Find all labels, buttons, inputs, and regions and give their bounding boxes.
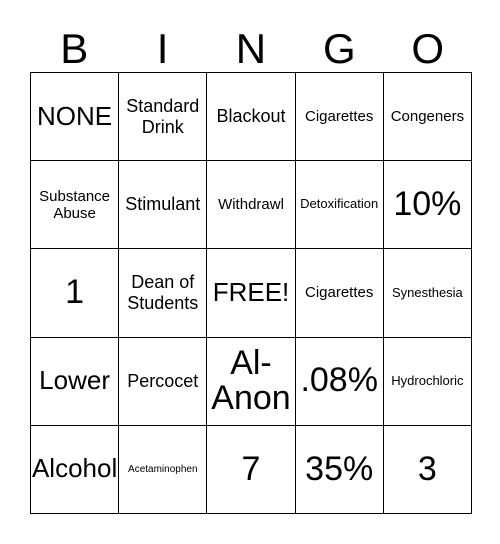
- header-letter-o: O: [411, 25, 445, 72]
- bingo-cell-r5-c4: 35%: [296, 426, 384, 514]
- bingo-cell-r2-c3: Withdrawl: [207, 161, 295, 249]
- bingo-cell-r1-c5: Congeners: [384, 73, 472, 161]
- bingo-header: [30, 26, 472, 72]
- bingo-cell-r2-c5: 10%: [384, 161, 472, 249]
- bingo-cell-r4-c5: Hydrochloric: [384, 338, 472, 426]
- bingo-cell-r5-c3: 7: [207, 426, 295, 514]
- bingo-cell-r3-c3: FREE!: [207, 249, 295, 337]
- header-letter-i: I: [156, 25, 169, 72]
- bingo-cell-r3-c5: Synesthesia: [384, 249, 472, 337]
- bingo-cell-r3-c2: Dean of Students: [119, 249, 207, 337]
- bingo-cell-r1-c2: Standard Drink: [119, 73, 207, 161]
- header-letter-g: G: [323, 25, 356, 72]
- bingo-cell-r5-c1: Alcohol: [31, 426, 119, 514]
- bingo-cell-r3-c4: Cigarettes: [296, 249, 384, 337]
- bingo-cell-r5-c5: 3: [384, 426, 472, 514]
- header-letter-b: B: [60, 25, 89, 72]
- bingo-cell-r5-c2: Acetaminophen: [119, 426, 207, 514]
- bingo-cell-r4-c1: Lower: [31, 338, 119, 426]
- bingo-cell-r4-c4: .08%: [296, 338, 384, 426]
- bingo-board: [30, 72, 472, 514]
- header-letter-n: N: [235, 25, 267, 72]
- bingo-cell-r2-c4: Detoxification: [296, 161, 384, 249]
- bingo-cell-r4-c2: Percocet: [119, 338, 207, 426]
- bingo-cell-r1-c3: Blackout: [207, 73, 295, 161]
- bingo-cell-r2-c1: Substance Abuse: [31, 161, 119, 249]
- bingo-cell-r3-c1: 1: [31, 249, 119, 337]
- bingo-cell-r2-c2: Stimulant: [119, 161, 207, 249]
- bingo-cell-r4-c3: Al-Anon: [207, 338, 295, 426]
- bingo-cell-r1-c4: Cigarettes: [296, 73, 384, 161]
- bingo-cell-r1-c1: NONE: [31, 73, 119, 161]
